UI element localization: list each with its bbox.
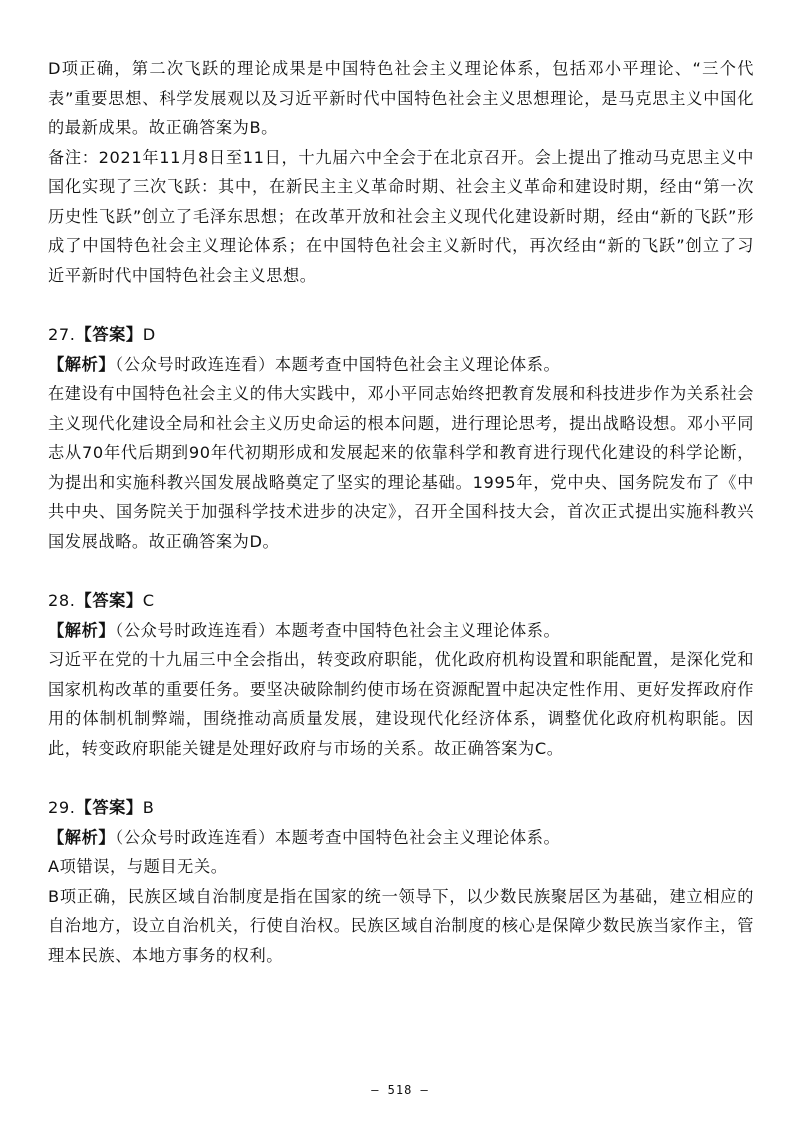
paragraph: D项正确，第二次飞跃的理论成果是中国特色社会主义理论体系，包括邓小平理论、“三个代表”重要思想、科学发展观以及习近平新时代中国特色社会主义思想理论，是马克思主义中国化的最新成果。故正确答案为B。 bbox=[48, 59, 754, 137]
analysis-line bbox=[48, 823, 754, 853]
question-number: 29. bbox=[48, 798, 76, 817]
answer-value: B bbox=[142, 798, 155, 817]
question-number: 28. bbox=[48, 591, 76, 610]
analysis-intro: （公众号时政连连看）本题考查中国特色社会主义理论体系。 bbox=[115, 827, 561, 847]
answer-label: 【答案】 bbox=[75, 591, 143, 610]
question-28 bbox=[48, 586, 754, 763]
question-27 bbox=[48, 320, 754, 556]
paragraph: 习近平在党的十九届三中全会指出，转变政府职能，优化政府机构设置和职能配置，是深化党和国家机构改革的重要任务。要坚决破除制约使市场在资源配置中起决定性作用、更好发挥政府作用的体制机制弊端，围绕推动高质量发展，建设现代化经济体系，调整优化政府机构职能。因此，转变政府职能关键是处理好政府与市场的关系。故正确答案为C。 bbox=[48, 650, 754, 758]
answer-label: 【答案】 bbox=[75, 798, 143, 817]
section-continuation bbox=[48, 54, 754, 290]
question-29 bbox=[48, 793, 754, 970]
analysis-intro: （公众号时政连连看）本题考查中国特色社会主义理论体系。 bbox=[115, 620, 561, 640]
analysis-line bbox=[48, 616, 754, 646]
paragraph: A项错误，与题目无关。 bbox=[48, 857, 228, 876]
answer-line bbox=[48, 793, 754, 823]
document-page bbox=[48, 54, 754, 970]
answer-label: 【答案】 bbox=[75, 325, 143, 344]
analysis-label: 【解析】 bbox=[48, 827, 116, 847]
paragraph: 备注：2021年11月8日至11日，十九届六中全会于在北京召开。会上提出了推动马克思主义中国化实现了三次飞跃：其中，在新民主主义革命时期、社会主义革命和建设时期，经由“第一次历史性飞跃”创立了毛泽东思想；在改革开放和社会主义现代化建设新时期，经由“新的飞跃”形成了中国特色社会主义理论体系；在中国特色社会主义新时代，再次经由“新的飞跃”创立了习近平新时代中国特色社会主义思想。 bbox=[48, 147, 754, 285]
answer-line bbox=[48, 586, 754, 616]
question-number: 27. bbox=[48, 325, 76, 344]
analysis-line bbox=[48, 350, 754, 380]
analysis-label: 【解析】 bbox=[48, 354, 116, 374]
answer-value: D bbox=[142, 325, 156, 344]
answer-line bbox=[48, 320, 754, 350]
paragraph: B项正确，民族区域自治制度是指在国家的统一领导下，以少数民族聚居区为基础，建立相应的自治地方，设立自治机关，行使自治权。民族区域自治制度的核心是保障少数民族当家作主，管理本民族、本地方事务的权利。 bbox=[48, 886, 754, 965]
analysis-label: 【解析】 bbox=[48, 620, 116, 640]
paragraph: 在建设有中国特色社会主义的伟大实践中，邓小平同志始终把教育发展和科技进步作为关系社会主义现代化建设全局和社会主义历史命运的根本问题，进行理论思考，提出战略设想。邓小平同志从70年代后期到90年代初期形成和发展起来的依靠科学和教育进行现代化建设的科学论断，为提出和实施科教兴国发展战略奠定了坚实的理论基础。1995年，党中央、国务院发布了《中共中央、国务院关于加强科学技术进步的决定》，召开全国科技大会，首次正式提出实施科教兴国发展战略。故正确答案为D。 bbox=[48, 384, 754, 551]
answer-value: C bbox=[142, 591, 155, 610]
page-number: – 518 – bbox=[371, 1083, 429, 1097]
analysis-intro: （公众号时政连连看）本题考查中国特色社会主义理论体系。 bbox=[115, 354, 561, 374]
